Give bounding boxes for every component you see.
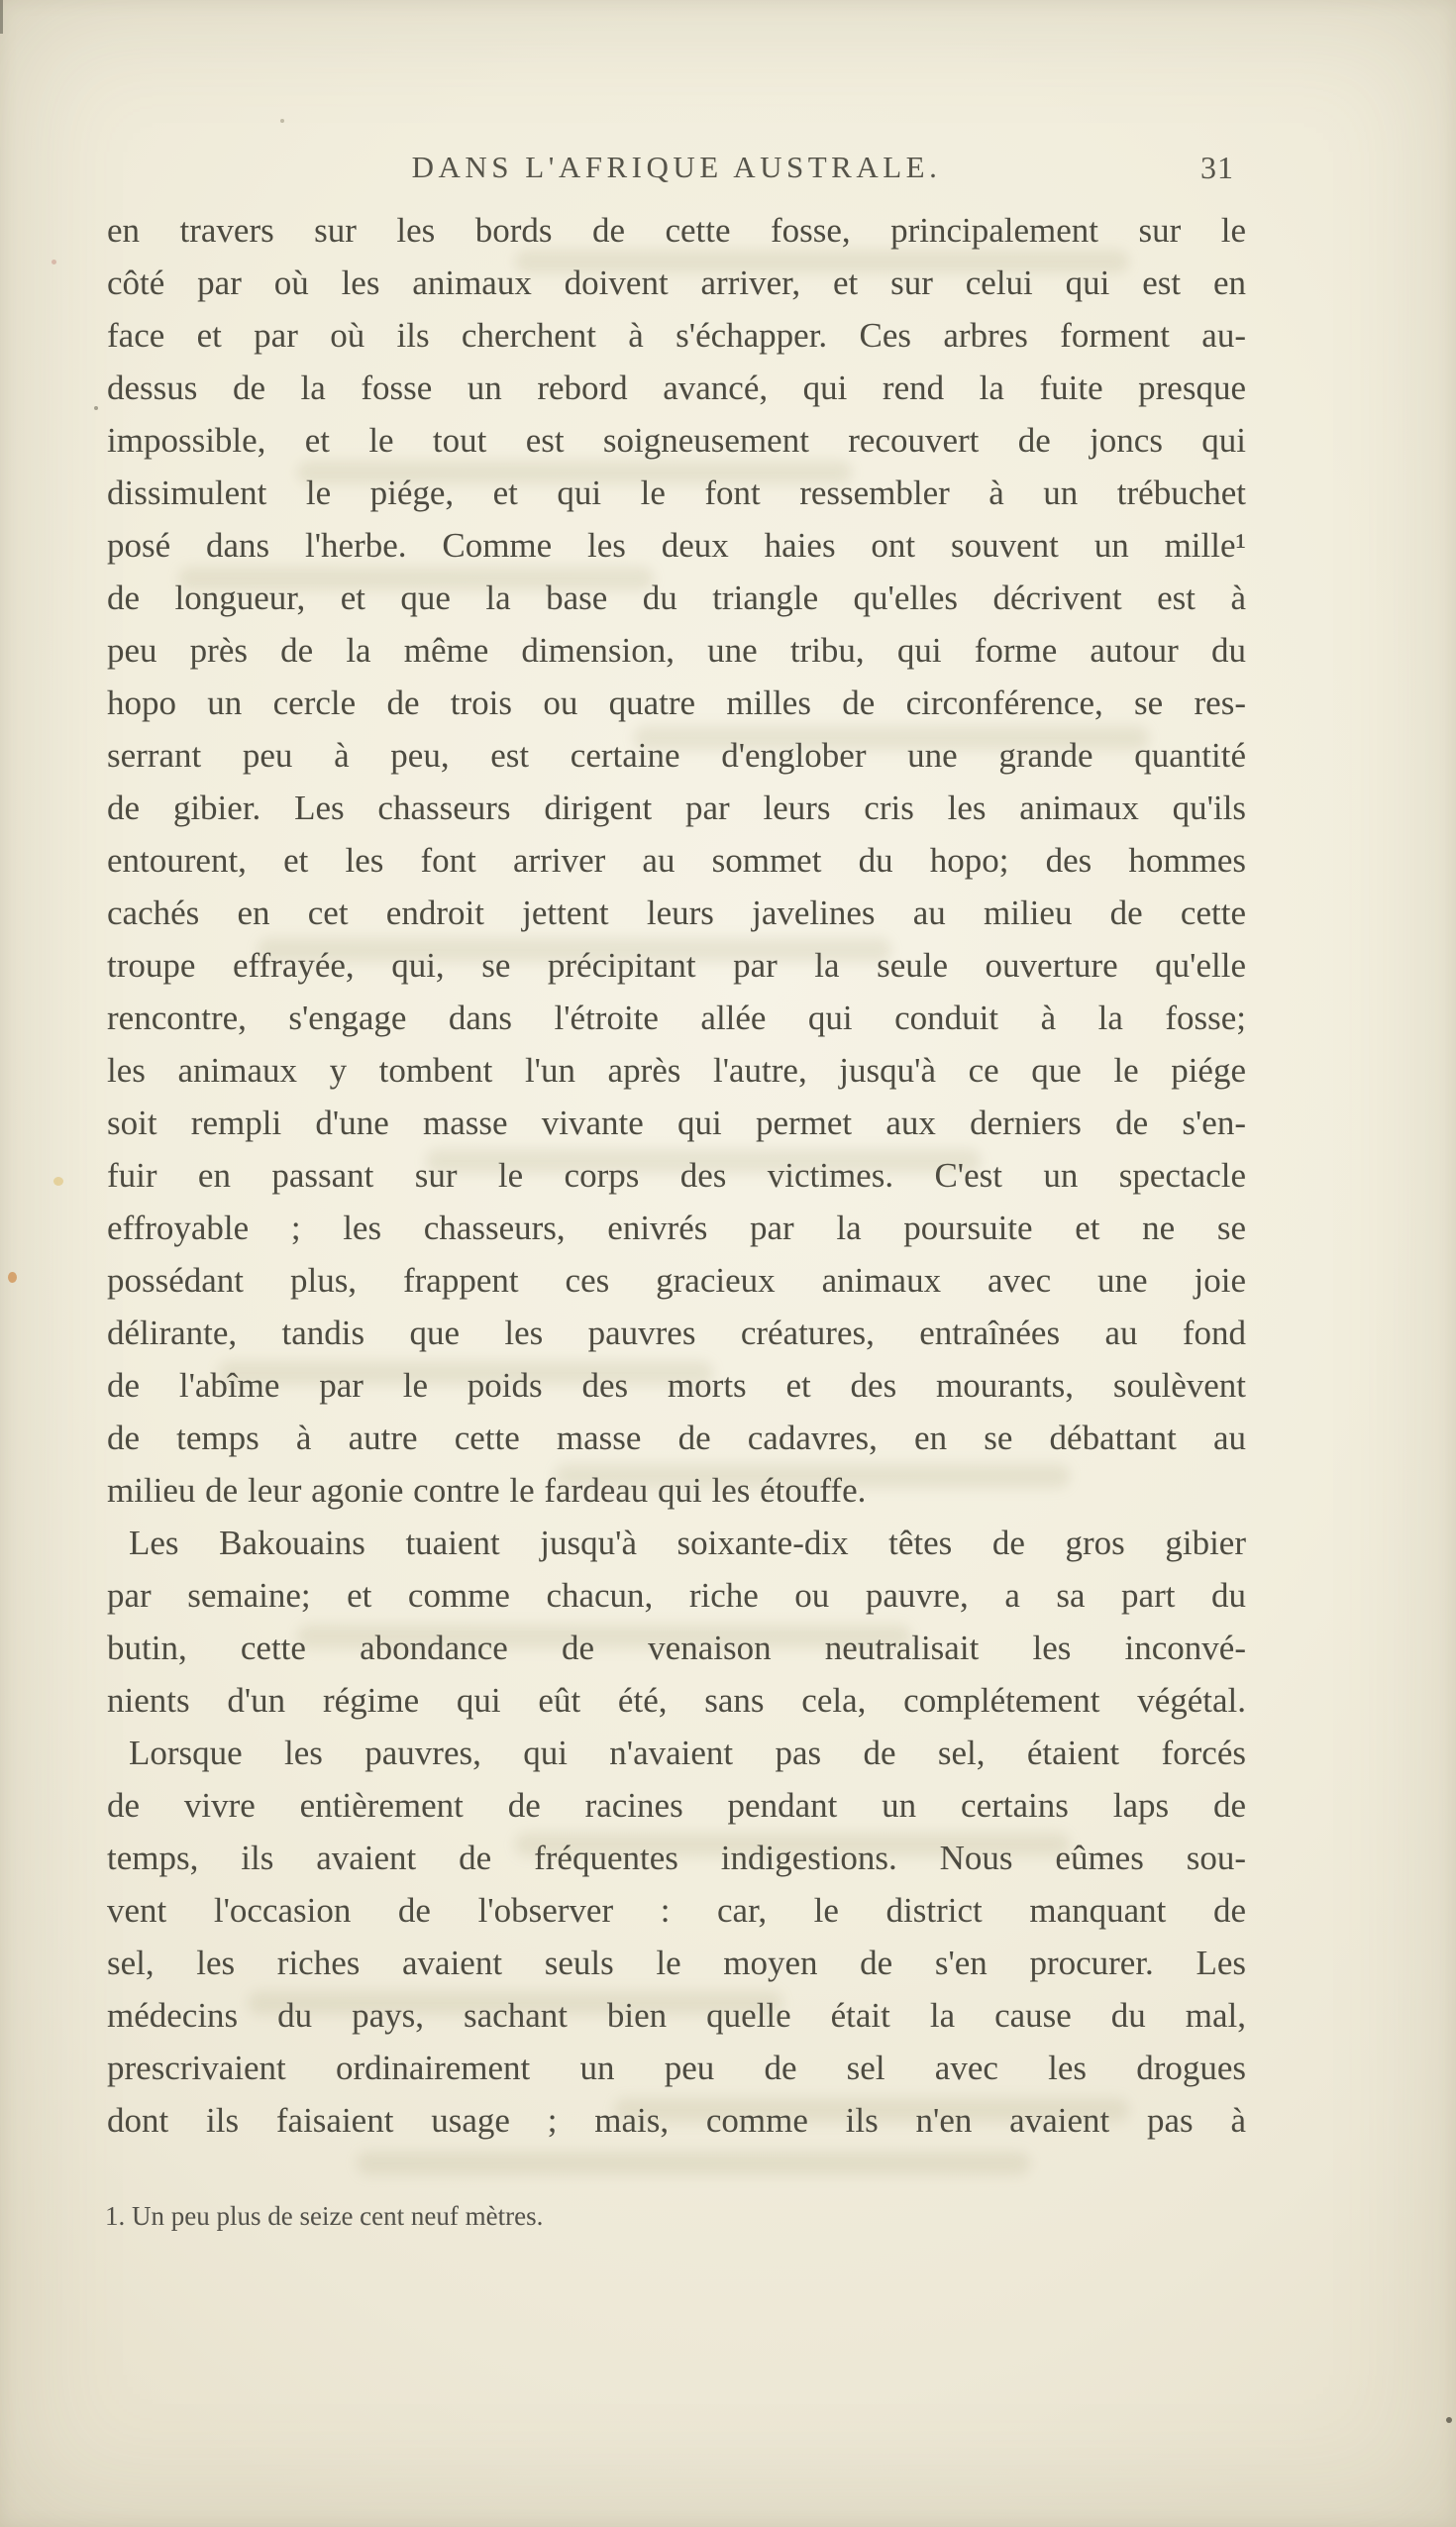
paper-speck [53, 1177, 63, 1186]
scan-edge-mark [0, 0, 3, 34]
body-line: serrant peu à peu, est certaine d'englober une grande quantité [107, 736, 1246, 775]
body-line: milieu de leur agonie contre le fardeau qui les étouffe. [107, 1471, 867, 1510]
running-head [107, 148, 1246, 187]
body-line: effroyable ; les chasseurs, enivrés par la poursuite et ne se [107, 1209, 1246, 1247]
body-line: de vivre entièrement de racines pendant un certains laps de [107, 1786, 1246, 1825]
body-line: de l'abîme par le poids des morts et des mourants, soulèvent [107, 1366, 1246, 1405]
body-line: posé dans l'herbe. Comme les deux haies ont souvent un mille¹ [107, 526, 1246, 565]
footnote: 1. Un peu plus de seize cent neuf mètres. [105, 2201, 544, 2231]
body-line: Lorsque les pauvres, qui n'avaient pas de sel, étaient forcés [129, 1734, 1246, 1772]
paper-speck [8, 1272, 17, 1283]
paper-speck [280, 119, 284, 123]
body-line: troupe effrayée, qui, se précipitant par la seule ouverture qu'elle [107, 946, 1246, 985]
body-line: possédant plus, frappent ces gracieux animaux avec une joie [107, 1261, 1246, 1300]
body-line: nients d'un régime qui eût été, sans cela, complétement végétal. [107, 1681, 1246, 1720]
body-line: hopo un cercle de trois ou quatre milles de circonférence, se res- [107, 684, 1246, 722]
body-line: délirante, tandis que les pauvres créatures, entraînées au fond [107, 1314, 1246, 1352]
body-line: cachés en cet endroit jettent leurs javelines au milieu de cette [107, 894, 1246, 932]
body-line: butin, cette abondance de venaison neutralisait les inconvé- [107, 1629, 1246, 1667]
body-line: peu près de la même dimension, une tribu, qui forme autour du [107, 631, 1246, 670]
body-line: les animaux y tombent l'un après l'autre, jusqu'à ce que le piége [107, 1051, 1246, 1090]
body-line: rencontre, s'engage dans l'étroite allée qui conduit à la fosse; [107, 999, 1246, 1037]
body-line: de longueur, et que la base du triangle qu'elles décrivent est à [107, 579, 1246, 617]
body-line: Les Bakouains tuaient jusqu'à soixante-dix têtes de gros gibier [129, 1524, 1246, 1562]
body-line: fuir en passant sur le corps des victimes. C'est un spectacle [107, 1156, 1246, 1195]
body-line: en travers sur les bords de cette fosse, principalement sur le [107, 211, 1246, 250]
paper-speck [52, 260, 56, 264]
body-line: sel, les riches avaient seuls le moyen de s'en procurer. Les [107, 1944, 1246, 1982]
body-line: par semaine; et comme chacun, riche ou pauvre, a sa part du [107, 1576, 1246, 1615]
paper-speck [1446, 2417, 1452, 2423]
body-line: vent l'occasion de l'observer : car, le district manquant de [107, 1891, 1246, 1930]
body-line: face et par où ils cherchent à s'échapper. Ces arbres forment au- [107, 316, 1246, 355]
body-line: côté par où les animaux doivent arriver, et sur celui qui est en [107, 263, 1246, 302]
body-line: médecins du pays, sachant bien quelle était la cause du mal, [107, 1996, 1246, 2035]
body-line: de temps à autre cette masse de cadavres, en se débattant au [107, 1419, 1246, 1457]
body-line: temps, ils avaient de fréquentes indigestions. Nous eûmes sou- [107, 1839, 1246, 1877]
body-text [107, 204, 1246, 2147]
body-line: dessus de la fosse un rebord avancé, qui rend la fuite presque [107, 369, 1246, 407]
body-line: impossible, et le tout est soigneusement recouvert de joncs qui [107, 421, 1246, 460]
body-line: soit rempli d'une masse vivante qui permet aux derniers de s'en- [107, 1104, 1246, 1142]
body-line: de gibier. Les chasseurs dirigent par leurs cris les animaux qu'ils [107, 789, 1246, 827]
running-head-title: DANS L'AFRIQUE AUSTRALE. [411, 150, 942, 184]
body-line: entourent, et les font arriver au sommet du hopo; des hommes [107, 841, 1246, 880]
body-line: dont ils faisaient usage ; mais, comme ils n'en avaient pas à [107, 2101, 1246, 2140]
paper-speck [94, 406, 98, 410]
body-line: prescrivaient ordinairement un peu de sel avec les drogues [107, 2049, 1246, 2087]
page-number: 31 [1200, 150, 1234, 185]
body-line: dissimulent le piége, et qui le font ressembler à un trébuchet [107, 474, 1246, 512]
